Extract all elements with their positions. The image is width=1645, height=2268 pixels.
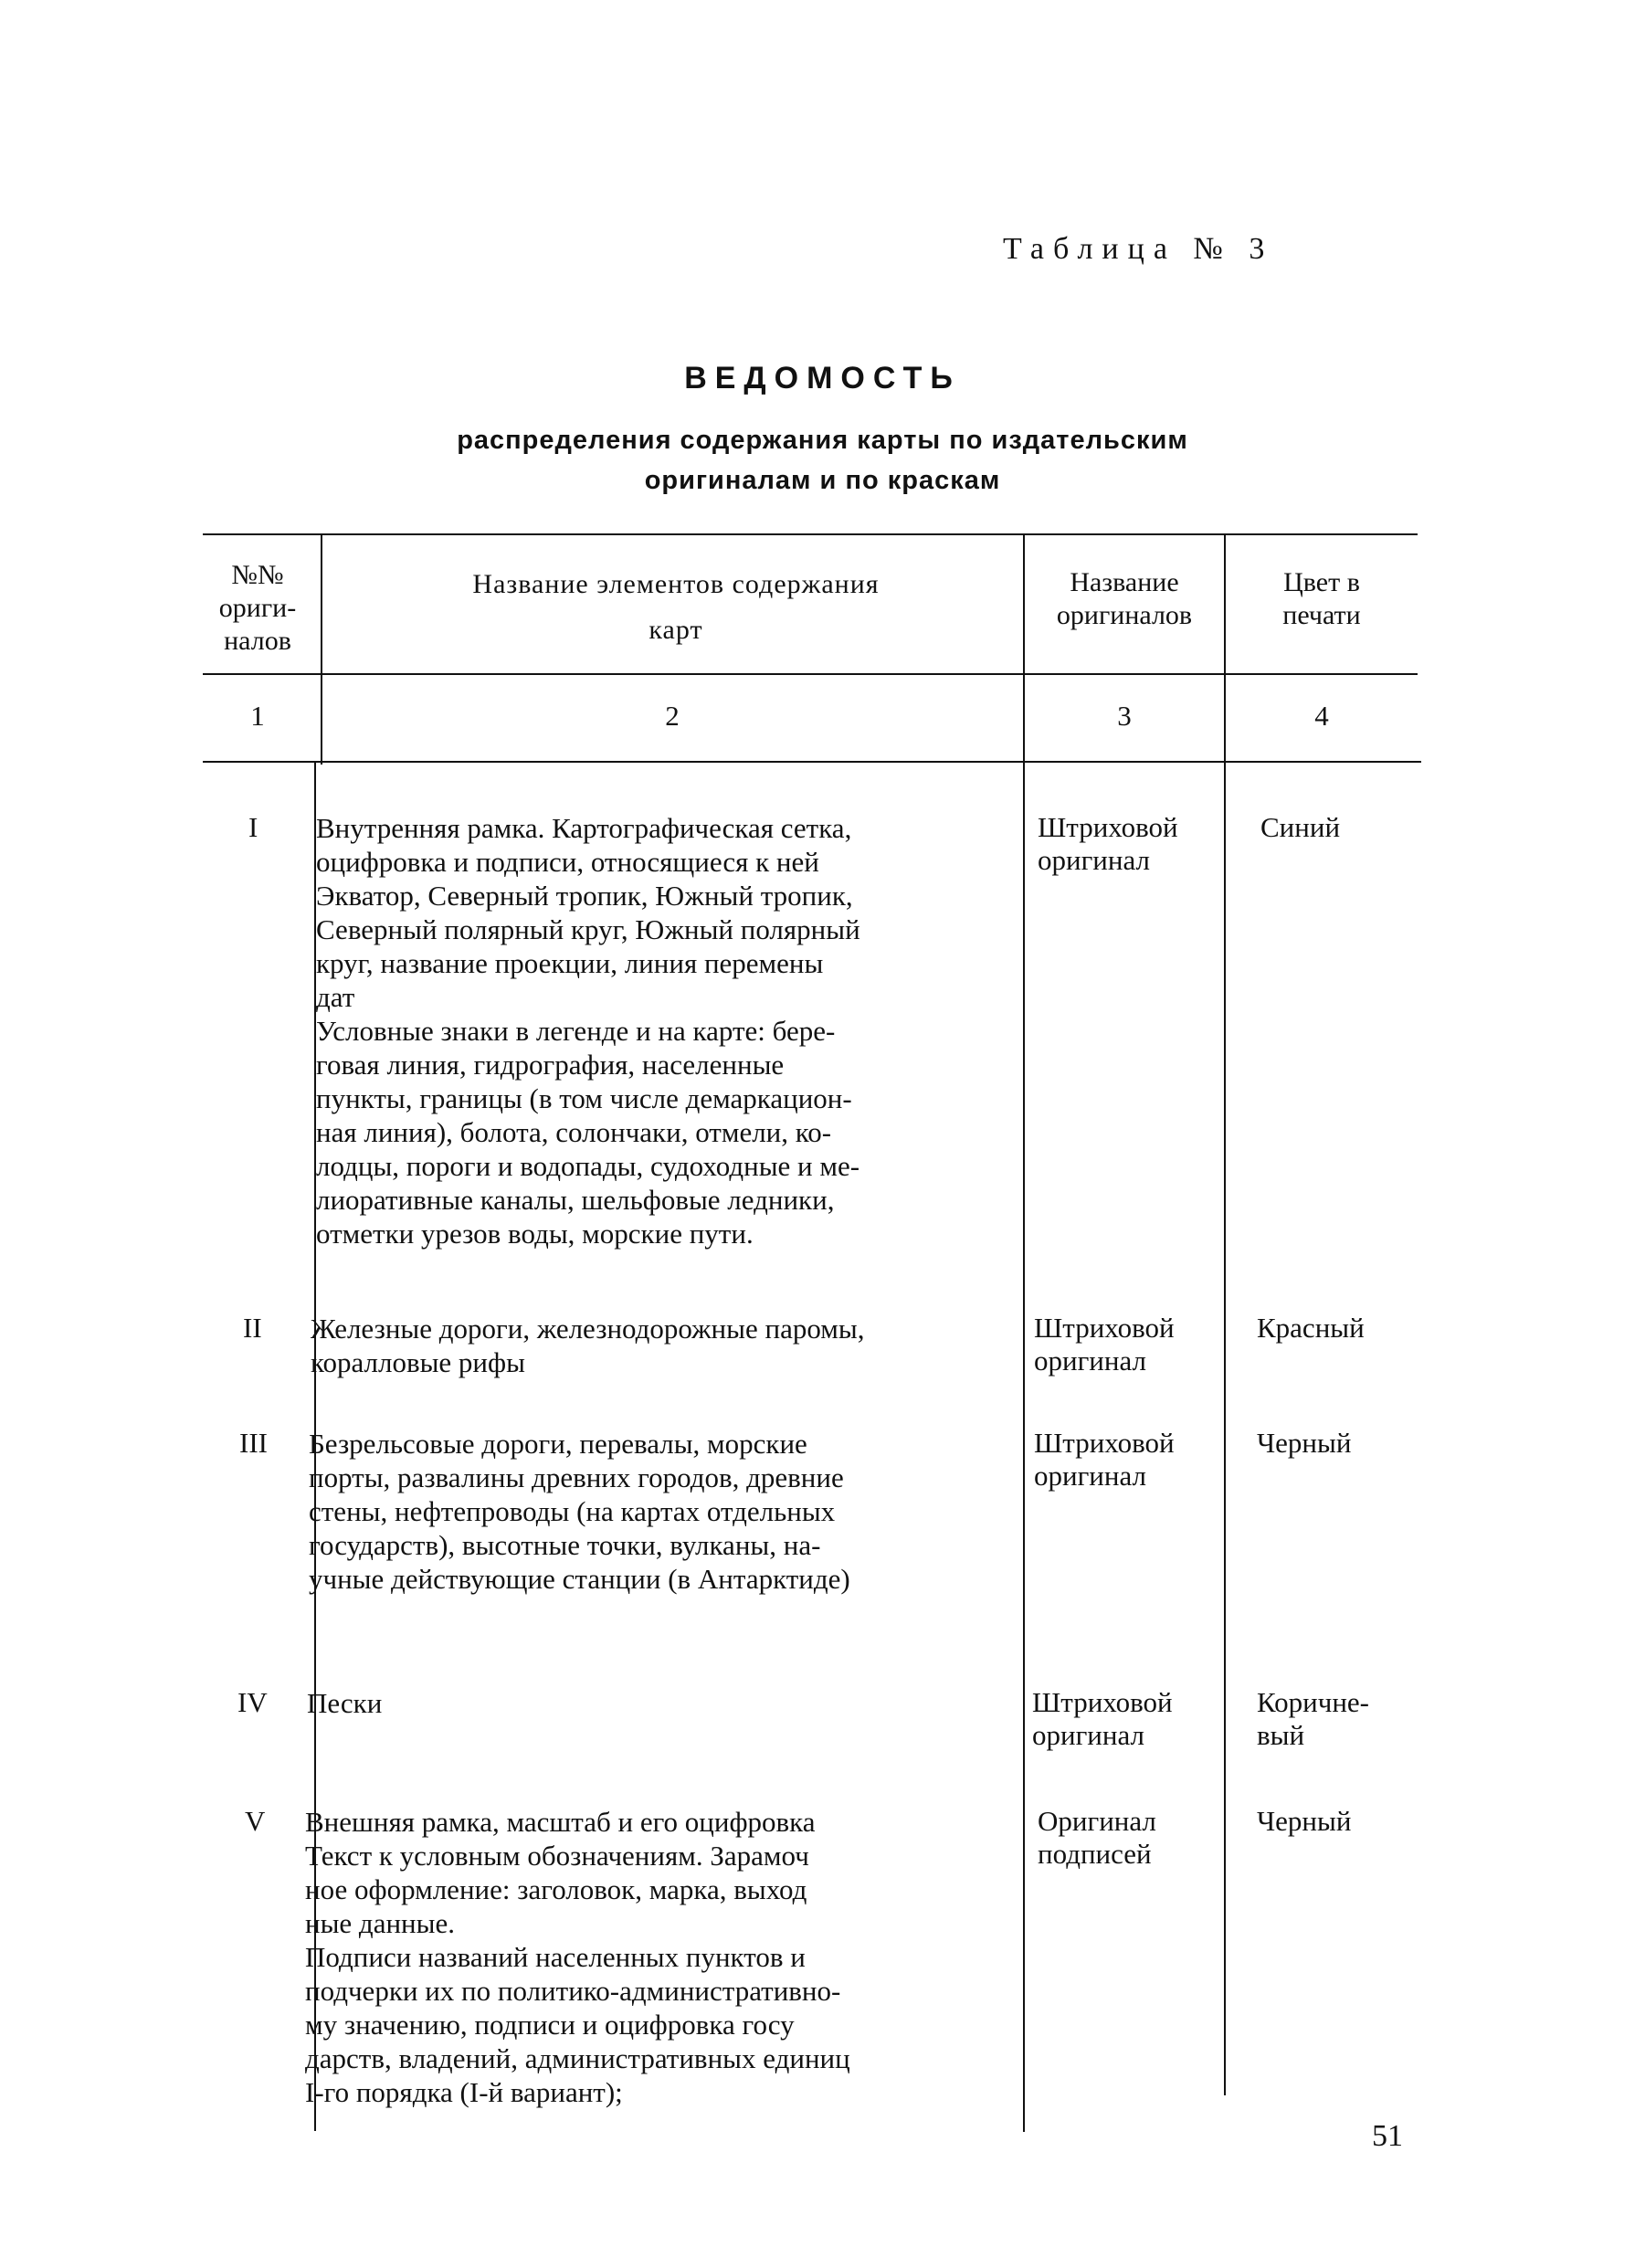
content-line: ное оформление: заголовок, марка, выход	[305, 1873, 807, 1905]
header-line: налов	[224, 626, 291, 656]
header-line: ориги-	[218, 593, 297, 623]
original-line: оригинал	[1034, 1345, 1146, 1377]
document-title: ВЕДОМОСТЬ	[684, 361, 961, 396]
row-content	[309, 1427, 850, 1596]
row-color	[1260, 811, 1340, 844]
original-line: оригинал	[1034, 1460, 1146, 1492]
content-line: подчерки их по политико-административно-	[305, 1975, 841, 2007]
subtitle-line: распределения содержания карты по издательским	[457, 426, 1188, 455]
header-col-content	[329, 562, 1023, 653]
original-line: оригинал	[1032, 1719, 1144, 1751]
content-line: пункты, границы (в том числе демаркацион-	[316, 1082, 852, 1114]
column-divider-2	[1023, 533, 1025, 2132]
row-color	[1257, 1312, 1365, 1345]
content-line: ные данные.	[305, 1907, 455, 1939]
content-line: Железные дороги, железнодорожные паромы,	[311, 1313, 865, 1345]
row-original	[1034, 1427, 1175, 1493]
header-line: Название	[1070, 567, 1179, 597]
original-line: Штриховой	[1032, 1686, 1173, 1718]
content-line: Внутренняя рамка. Картографическая сетка,	[316, 812, 852, 844]
content-line: Условные знаки в легенде и на карте: бере-	[316, 1015, 836, 1047]
row-original	[1032, 1686, 1173, 1752]
original-line: Штриховой	[1034, 1427, 1175, 1459]
row-color	[1257, 1686, 1369, 1752]
content-line: порты, развалины древних городов, древние	[309, 1461, 844, 1493]
column-divider-3	[1224, 533, 1226, 2095]
content-line: лиоративные каналы, шельфовые ледники,	[316, 1184, 835, 1216]
color-line: Черный	[1257, 1805, 1352, 1837]
content-line: I-го порядка (I-й вариант);	[305, 2076, 623, 2108]
row-color	[1257, 1805, 1351, 1838]
table-top-rule	[203, 533, 1418, 535]
content-line: говая линия, гидрография, населенные	[316, 1049, 785, 1081]
content-line: государств), высотные точки, вулканы, на-	[309, 1529, 821, 1561]
document-subtitle	[0, 420, 1645, 501]
original-line: оригинал	[1038, 844, 1150, 876]
row-content	[316, 811, 860, 1250]
content-line: дарств, владений, административных единиц	[305, 2042, 850, 2074]
content-line: учные действующие станции (в Антарктиде)	[309, 1563, 850, 1595]
row-content	[307, 1686, 382, 1720]
content-line: ная линия), болота, солончаки, отмели, ко-	[316, 1116, 832, 1148]
numbers-bottom-rule	[203, 761, 1421, 763]
content-line: Безрельсовые дороги, перевалы, морские	[309, 1428, 807, 1460]
header-line: оригиналов	[1056, 600, 1193, 630]
original-line: Оригинал	[1038, 1805, 1156, 1837]
header-line: Название элементов содержания	[472, 569, 880, 599]
original-line: Штриховой	[1034, 1312, 1175, 1344]
content-line: дат	[316, 981, 355, 1013]
header-bottom-rule	[203, 673, 1418, 675]
row-number: II	[243, 1312, 262, 1344]
row-number: IV	[237, 1686, 268, 1718]
original-line: подписей	[1038, 1838, 1152, 1870]
header-line: печати	[1282, 600, 1361, 630]
row-content	[305, 1805, 850, 2109]
content-line: Внешняя рамка, масштаб и его оцифровка	[305, 1806, 816, 1838]
content-line: му значению, подписи и оцифровка госу	[305, 2009, 795, 2041]
color-line: Красный	[1257, 1312, 1365, 1344]
color-line: Черный	[1257, 1427, 1352, 1459]
header-col-color	[1226, 566, 1418, 632]
color-line: Синий	[1260, 811, 1341, 843]
content-line: Северный полярный круг, Южный полярный	[316, 913, 860, 945]
content-line: коралловые рифы	[311, 1346, 525, 1378]
content-line: Экватор, Северный тропик, Южный тропик,	[316, 880, 853, 912]
table-number: Таблица № 3	[1003, 232, 1274, 266]
color-line: вый	[1257, 1719, 1305, 1751]
content-line: Текст к условным обозначениям. Зарамоч	[305, 1840, 809, 1872]
header-col-number	[194, 559, 322, 658]
content-line: Подписи названий населенных пунктов и	[305, 1941, 806, 1973]
header-line: Цвет в	[1283, 567, 1360, 597]
page-number: 51	[1372, 2119, 1403, 2153]
row-original	[1038, 1805, 1156, 1871]
row-number: I	[248, 811, 258, 843]
row-original	[1038, 811, 1178, 877]
row-number: III	[239, 1427, 268, 1459]
content-line: стены, нефтепроводы (на картах отдельных	[309, 1495, 836, 1527]
row-original	[1034, 1312, 1175, 1377]
header-col-original	[1025, 566, 1224, 632]
header-line: №№	[231, 560, 284, 590]
row-number: V	[245, 1805, 266, 1837]
column-number: 1	[250, 700, 265, 732]
content-line: круг, название проекции, линия перемены	[316, 947, 824, 979]
color-line: Коричне-	[1257, 1686, 1369, 1718]
content-line: оцифровка и подписи, относящиеся к ней	[316, 846, 819, 878]
content-line: лодцы, пороги и водопады, судоходные и ме-	[316, 1150, 860, 1182]
row-content	[311, 1312, 864, 1379]
column-number: 4	[1314, 700, 1329, 732]
content-line: отметки урезов воды, морские пути.	[316, 1218, 754, 1250]
column-number: 2	[665, 700, 680, 732]
content-line: Пески	[307, 1687, 383, 1719]
subtitle-line: оригиналам и по краскам	[644, 466, 1001, 495]
column-number: 3	[1117, 700, 1132, 732]
original-line: Штриховой	[1038, 811, 1178, 843]
header-line: карт	[649, 615, 703, 645]
row-color	[1257, 1427, 1351, 1460]
